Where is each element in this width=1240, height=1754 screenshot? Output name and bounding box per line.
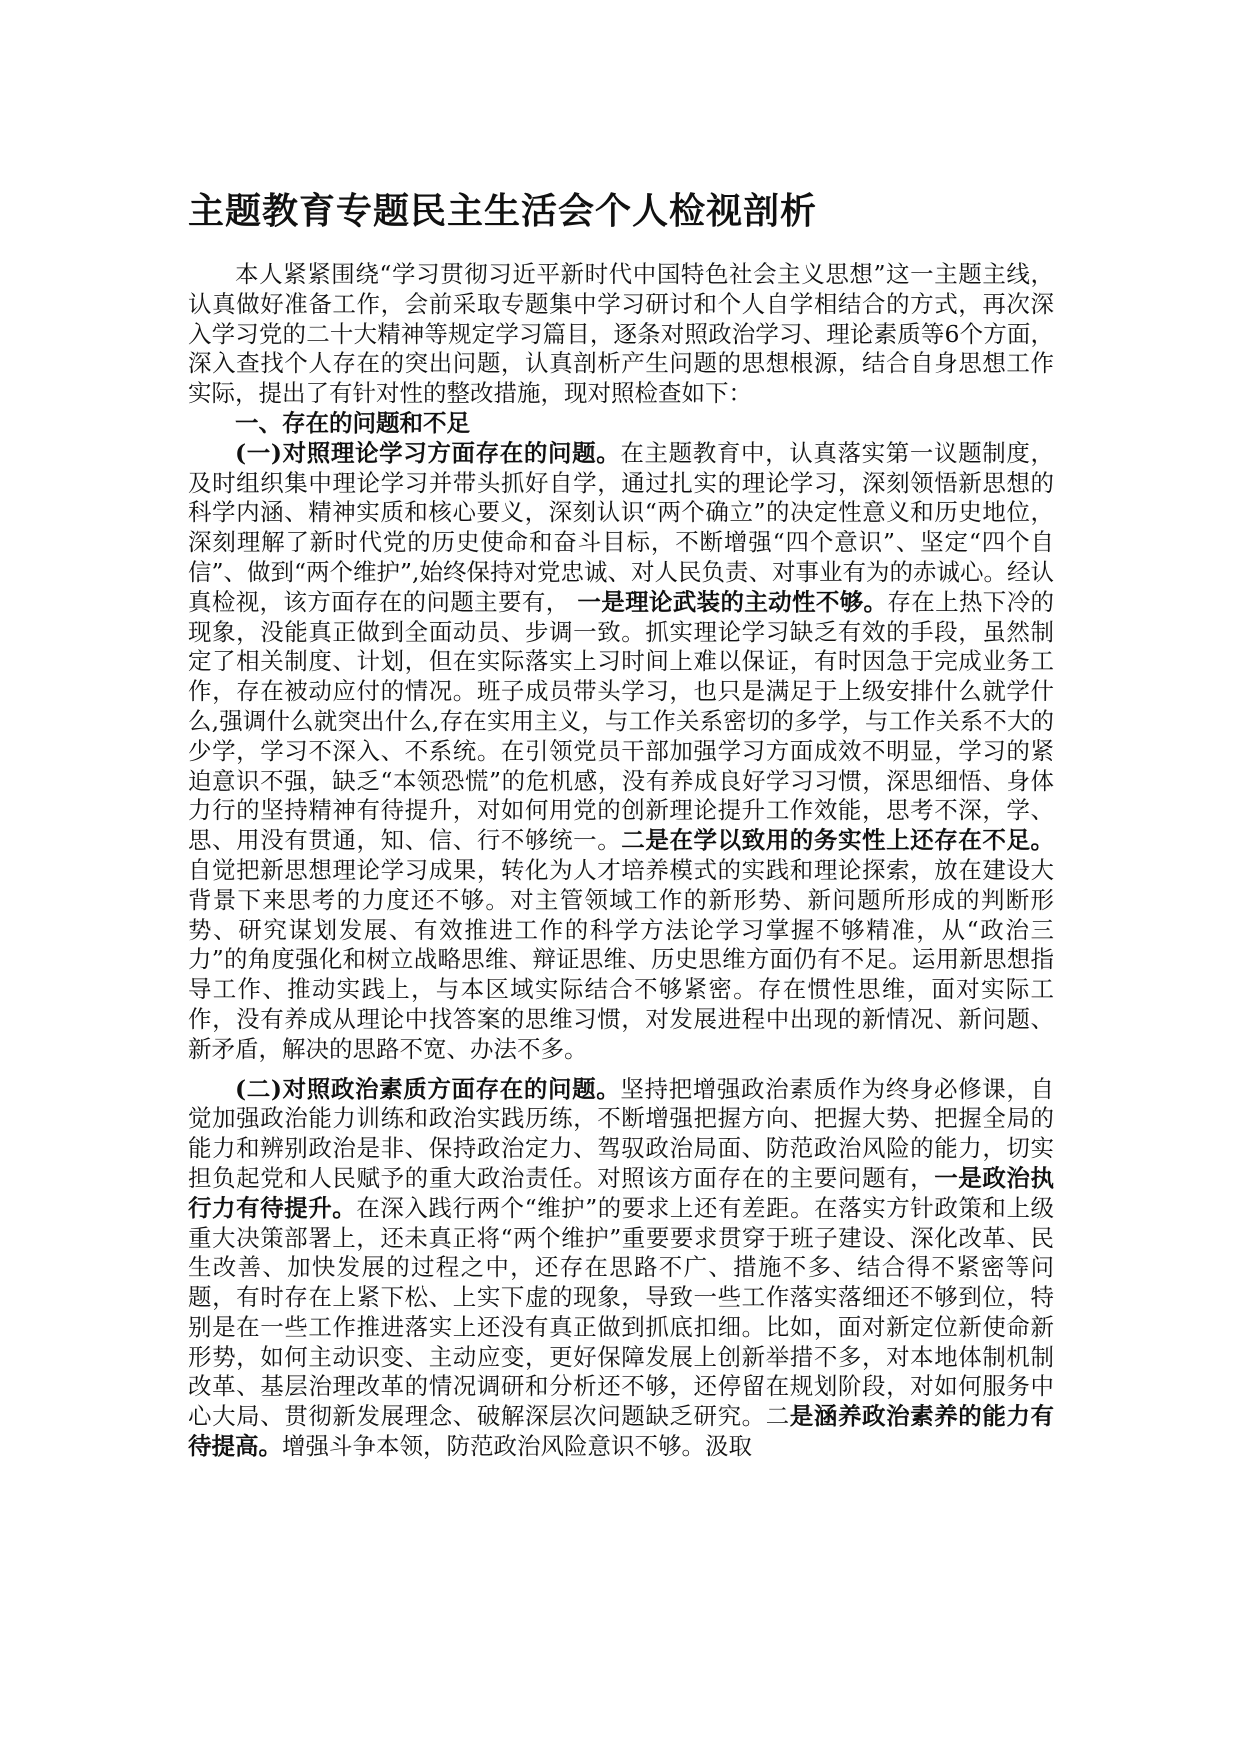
subsection-1-text-1: 在主题教育中，认真落实第一议题制度，及时组织集中理论学习并带头抓好自学，通过扎实的理论学习，深刻领悟新思想的科学内涵、精神实质和核心要义，深刻认识“两个确立”的决定性意义和历史地位，深刻理解了新时代党的历史使命和奋斗目标，不断增强“四个意识”、坚定“四个自信”、做到“两个维护”,始终保持对党忠诚、对人民负责、对事业有为的赤诚心。经认真检视，该方面存在的问题主要有， [188, 438, 1055, 616]
subsection-2-text-1: 坚持把增强政治素质作为终身必修课，自觉加强政治能力训练和政治实践历练，不断增强把握方向、把握大势、把握全局的能力和辨别政治是非、保持政治定力、驾驭政治局面、防范政治风险的能力，切实担负起党和人民赋予的重大政治责任。对照该方面存在的主要问题有， [188, 1074, 1054, 1192]
section-2-paragraph [188, 1075, 1054, 1462]
subsection-2-text-2: 在深入践行两个“维护”的要求上还有差距。在落实方针政策和上级重大决策部署上，还未真正将“两个维护”重要要求贯穿于班子建设、深化改革、民生改善、加快发展的过程之中，还存在思路不广、措施不多、结合得不紧密等问题，有时存在上紧下松、上实下虚的现象，导致一些工作落实落细还不够到位，特别是在一些工作推进落实上还没有真正做到抓底扣细。比如，面对新定位新使命新形势，如何主动识变、主动应变，更好保障发展上创新举措不多，对本地体制机制改革、基层治理改革的情况调研和分析还不够，还停留在规划阶段，对如何服务中心大局、贯彻新发展理念、破解深层次问题缺乏研究。二 [188, 1193, 1055, 1431]
document-title: 主题教育专题民主生活会个人检视剖析 [188, 191, 818, 232]
section-heading: 一、存在的问题和不足 [235, 408, 470, 437]
document-page [188, 188, 1054, 1462]
subsection-1-text-2: 存在上热下冷的现象，没能真正做到全面动员、步调一致。抓实理论学习缺乏有效的手段，虽然制定了相关制度、计划，但在实际落实上习时间上难以保证，有时因急于完成业务工作，存在被动应付的情况。班子成员带头学习，也只是满足于上级安排什么就学什么,强调什么就突出什么,存在实用主义，与工作关系密切的多学，与工作关系不大的少学，学习不深入、不系统。在引领党员干部加强学习方面成效不明显，学习的紧迫意识不强，缺乏“本领恐慌”的危机感，没有养成良好学习习惯，深思细悟、身体力行的坚持精神有待提升，对如何用党的创新理论提升工作效能，思考不深，学、思、用没有贯通，知、信、行不够统一。 [188, 587, 1055, 855]
section-1-paragraph [188, 439, 1054, 1065]
subsection-1-point-2: 二是在学以致用的务实性上还存在不足。 [621, 826, 1055, 855]
subsection-2-point-2: 是涵养政治素养的能力有待提高。 [188, 1402, 1055, 1461]
subsection-2-text-3: 增强斗争本领，防范政治风险意识不够。汲取 [282, 1432, 752, 1461]
subsection-2-point-1: 一是政治执行力有待提升。 [188, 1163, 1055, 1222]
subsection-2-lead: (二)对照政治素质方面存在的问题。 [235, 1074, 621, 1103]
document-body [188, 260, 1054, 1462]
subsection-1-lead: (一)对照理论学习方面存在的问题。 [235, 438, 621, 467]
intro-paragraph: 本人紧紧围绕“学习贯彻习近平新时代中国特色社会主义思想”这一主题主线，认真做好准备工作，会前采取专题集中学习研讨和个人自学相结合的方式，再次深入学习党的二十大精神等规定学习篇目，逐条对照政治学习、理论素质等6个方面，深入查找个人存在的突出问题，认真剖析产生问题的思想根源，结合自身思想工作实际，提出了有针对性的整改措施，现对照检查如下： [188, 260, 1054, 408]
subsection-1-point-1: 一是理论武装的主动性不够。 [577, 587, 888, 616]
subsection-1-text-3: 自觉把新思想理论学习成果，转化为人才培养模式的实践和理论探索，放在建设大背景下来思考的力度还不够。对主管领域工作的新形势、新问题所形成的判断形势、研究谋划发展、有效推进工作的科学方法论学习掌握不够精准，从“政治三力”的角度强化和树立战略思维、辩证思维、历史思维方面仍有不足。运用新思想指导工作、推动实践上，与本区域实际结合不够紧密。存在惯性思维，面对实际工作，没有养成从理论中找答案的思维习惯，对发展进程中出现的新情况、新问题、新矛盾，解决的思路不宽、办法不多。 [188, 855, 1054, 1063]
